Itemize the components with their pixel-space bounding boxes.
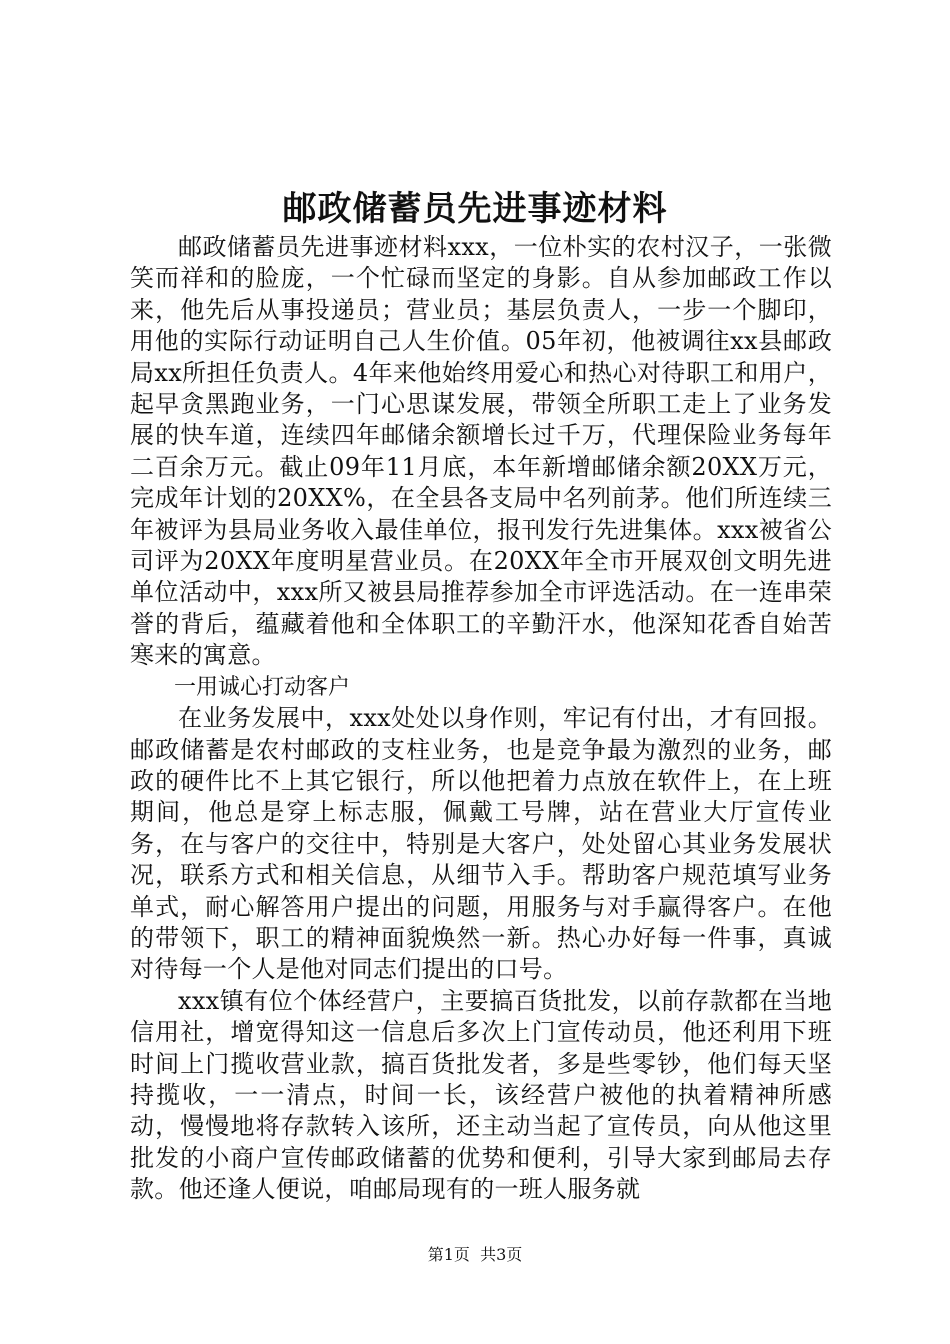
paragraph-business: 在业务发展中，xxx处处以身作则，牢记有付出，才有回报。邮政储蓄是农村邮政的支柱业务，也是竞争最为激烈的业务，邮政的硬件比不上其它银行，所以他把着力点放在软件上，在上班期间，他总是穿上标志服，佩戴工号牌，站在营业大厅宣传业务，在与客户的交往中，特别是大客户，处处留心其业务发展状况，联系方式和相关信息，从细节入手。帮助客户规范填写业务单式，耐心解答用户提出的问题，用服务与对手赢得客户。在他的带领下，职工的精神面貌焕然一新。热心办好每一件事，真诚对待每一个人是他对同志们提出的口号。	[130, 704, 832, 984]
document-body	[130, 232, 832, 1206]
paragraph-customer-story: xxx镇有位个体经营户，主要搞百货批发，以前存款都在当地信用社，增宽得知这一信息后多次上门宣传动员，他还利用下班时间上门揽收营业款，搞百货批发者，多是些零钞，他们每天坚持揽收，一一清点，时间一长，该经营户被他的执着精神所感动，慢慢地将存款转入该所，还主动当起了宣传员，向从他这里批发的小商户宣传邮政储蓄的优势和便利，引导大家到邮局去存款。他还逢人便说，咱邮局现有的一班人服务就	[130, 986, 832, 1204]
document-title: 邮政储蓄员先进事迹材料	[282, 189, 668, 229]
section-heading: 一用诚心打动客户	[174, 674, 351, 700]
page-total: 共3页	[480, 1245, 523, 1264]
page-footer	[0, 1244, 950, 1266]
paragraph-intro: 邮政储蓄员先进事迹材料xxx，一位朴实的农村汉子，一张微笑而祥和的脸庞，一个忙碌而坚定的身影。自从参加邮政工作以来，他先后从事投递员；营业员；基层负责人，一步一个脚印，用他的实际行动证明自己人生价值。05年初，他被调往xx县邮政局xx所担任负责人。4年来他始终用爱心和热心对待职工和用户，起早贪黑跑业务，一门心思谋发展，带领全所职工走上了业务发展的快车道，连续四年邮储余额增长过千万，代理保险业务每年二百余万元。截止09年11月底，本年新增邮储余额20XX万元，完成年计划的20XX%，在全县各支局中名列前茅。他们所连续三年被评为县局业务收入最佳单位，报刊发行先进集体。xxx被省公司评为20XX年度明星营业员。在20XX年全市开展双创文明先进单位活动中，xxx所又被县局推荐参加全市评选活动。在一连串荣誉的背后，蕴藏着他和全体职工的辛勤汗水，他深知花香自始苦寒来的寓意。	[130, 233, 832, 670]
page-number: 第1页	[427, 1245, 470, 1264]
